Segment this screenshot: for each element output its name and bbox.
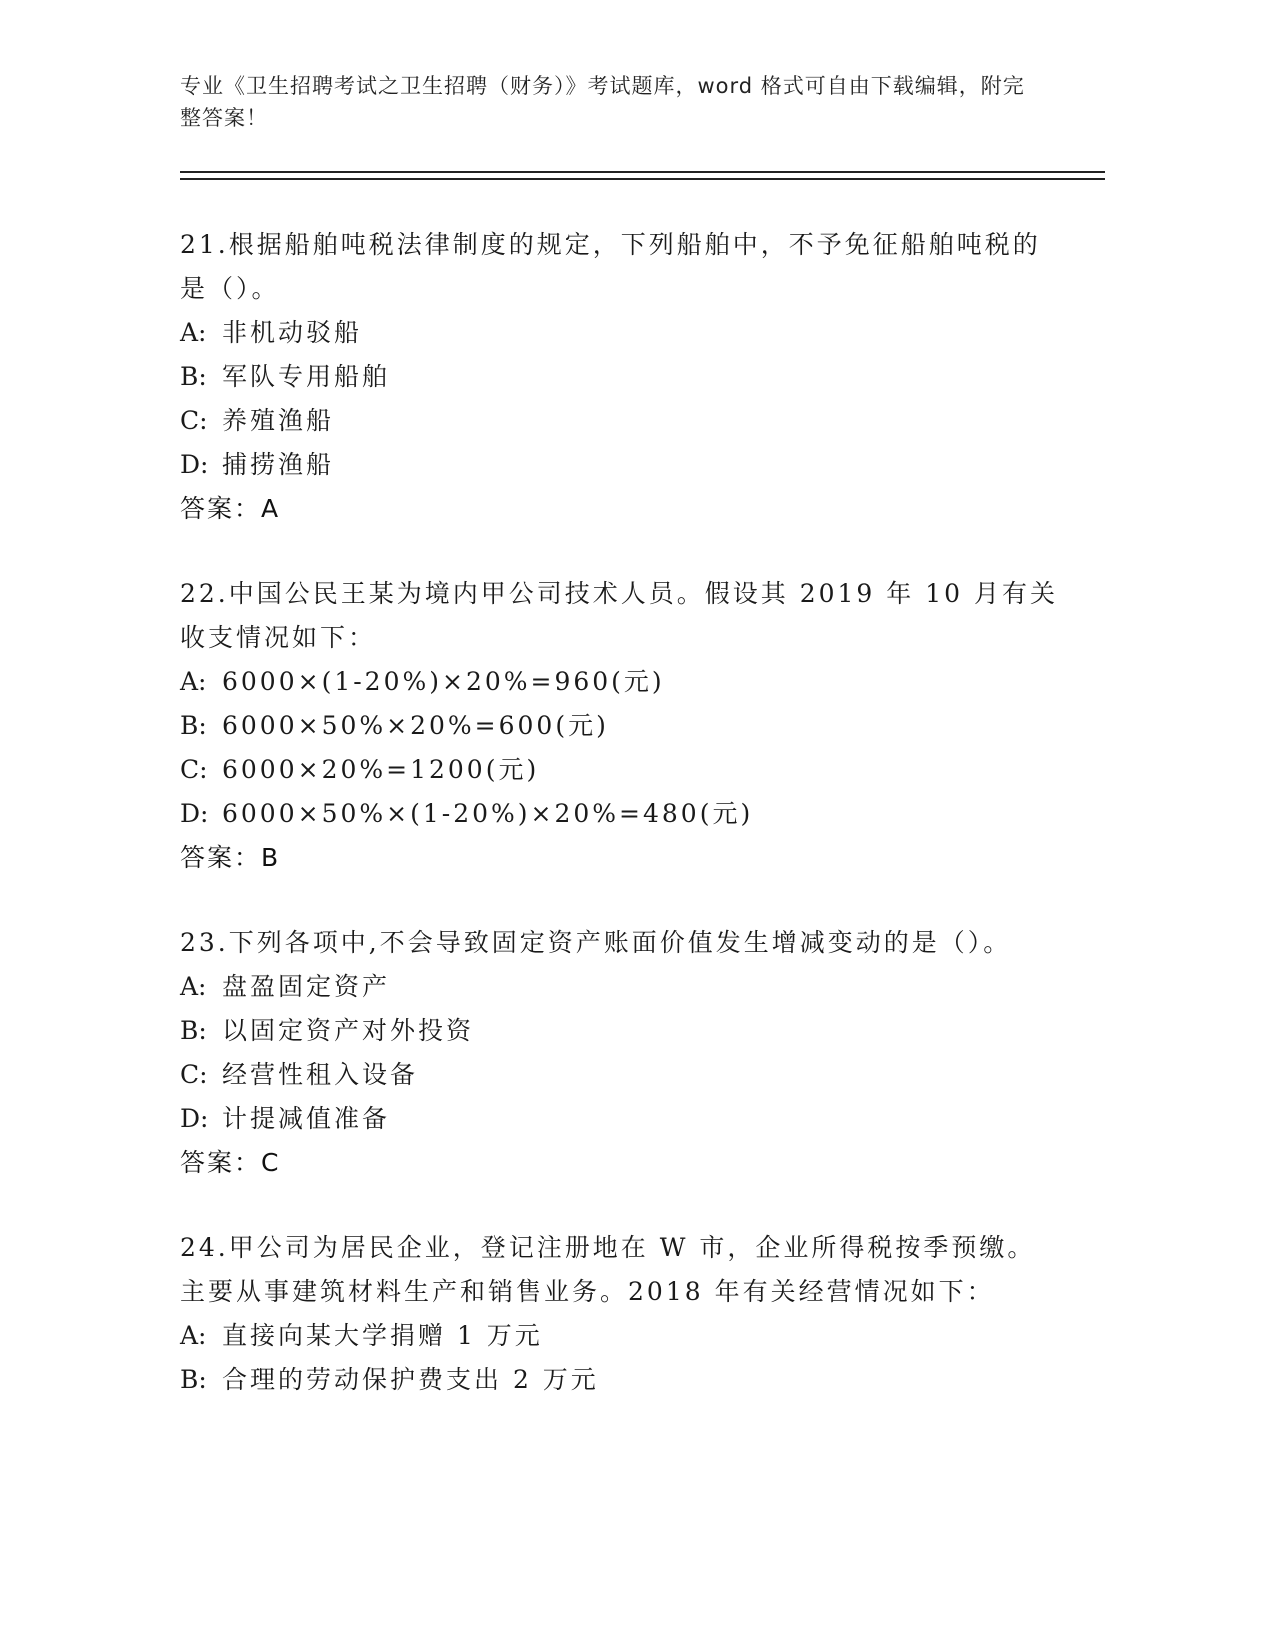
option-d bbox=[180, 792, 1060, 836]
option-text: 直接向某大学捐赠 1 万元 bbox=[222, 1321, 543, 1350]
option-a bbox=[180, 660, 1060, 704]
option-letter: C: bbox=[180, 755, 208, 784]
header-divider-bottom bbox=[180, 178, 1105, 180]
option-letter: A: bbox=[180, 1321, 207, 1350]
option-letter: B: bbox=[180, 1016, 207, 1045]
answer-line bbox=[180, 1141, 1060, 1185]
option-text: 计提减值准备 bbox=[222, 1104, 391, 1133]
option-text: 6000×20%=1200(元) bbox=[222, 755, 540, 784]
answer-label: 答案： bbox=[180, 843, 262, 872]
option-letter: C: bbox=[180, 406, 208, 435]
option-letter: D: bbox=[180, 799, 209, 828]
answer-value: C bbox=[261, 1148, 279, 1177]
answer-label: 答案： bbox=[180, 494, 262, 523]
option-c bbox=[180, 399, 1060, 443]
option-text: 经营性租入设备 bbox=[222, 1060, 419, 1089]
option-b bbox=[180, 1009, 1060, 1053]
option-text: 捕捞渔船 bbox=[222, 450, 335, 479]
option-text: 非机动驳船 bbox=[222, 318, 363, 347]
question-stem: 24.甲公司为居民企业，登记注册地在 W 市，企业所得税按季预缴。主要从事建筑材料生产和销售业务。2018 年有关经营情况如下： bbox=[180, 1233, 1036, 1306]
option-a bbox=[180, 311, 1060, 355]
answer-value: B bbox=[261, 843, 279, 872]
question-24 bbox=[180, 1226, 1060, 1402]
option-text: 以固定资产对外投资 bbox=[222, 1016, 475, 1045]
option-letter: D: bbox=[180, 1104, 209, 1133]
option-a bbox=[180, 1314, 1060, 1358]
option-letter: B: bbox=[180, 711, 207, 740]
option-letter: C: bbox=[180, 1060, 208, 1089]
option-text: 盘盈固定资产 bbox=[222, 972, 391, 1001]
option-text: 养殖渔船 bbox=[222, 406, 335, 435]
option-text: 6000×50%×20%=600(元) bbox=[222, 711, 609, 740]
question-stem: 23.下列各项中,不会导致固定资产账面价值发生增减变动的是（）。 bbox=[180, 928, 1012, 957]
option-c bbox=[180, 748, 1060, 792]
question-22 bbox=[180, 572, 1060, 880]
header-divider-top bbox=[180, 171, 1105, 173]
option-c bbox=[180, 1053, 1060, 1097]
option-text: 6000×50%×(1-20%)×20%=480(元) bbox=[222, 799, 754, 828]
option-letter: B: bbox=[180, 1365, 207, 1394]
option-b bbox=[180, 704, 1060, 748]
option-letter: A: bbox=[180, 318, 207, 347]
question-21 bbox=[180, 223, 1060, 531]
option-b bbox=[180, 1358, 1060, 1402]
option-text: 6000×(1-20%)×20%=960(元) bbox=[222, 667, 665, 696]
option-a bbox=[180, 965, 1060, 1009]
answer-label: 答案： bbox=[180, 1148, 262, 1177]
question-stem: 21.根据船舶吨税法律制度的规定，下列船舶中，不予免征船舶吨税的是（）。 bbox=[180, 230, 1041, 303]
option-text: 合理的劳动保护费支出 2 万元 bbox=[222, 1365, 599, 1394]
answer-line bbox=[180, 836, 1060, 880]
option-d bbox=[180, 1097, 1060, 1141]
question-23 bbox=[180, 921, 1060, 1185]
option-text: 军队专用船舶 bbox=[222, 362, 391, 391]
option-d bbox=[180, 443, 1060, 487]
option-b bbox=[180, 355, 1060, 399]
option-letter: A: bbox=[180, 972, 207, 1001]
answer-line bbox=[180, 487, 1060, 531]
option-letter: B: bbox=[180, 362, 207, 391]
answer-value: A bbox=[261, 494, 279, 523]
option-letter: D: bbox=[180, 450, 209, 479]
document-header: 专业《卫生招聘考试之卫生招聘（财务）》考试题库，word 格式可自由下载编辑，附完整答案！ bbox=[180, 74, 1025, 130]
option-letter: A: bbox=[180, 667, 207, 696]
question-stem: 22.中国公民王某为境内甲公司技术人员。假设其 2019 年 10 月有关收支情况如下： bbox=[180, 579, 1058, 652]
